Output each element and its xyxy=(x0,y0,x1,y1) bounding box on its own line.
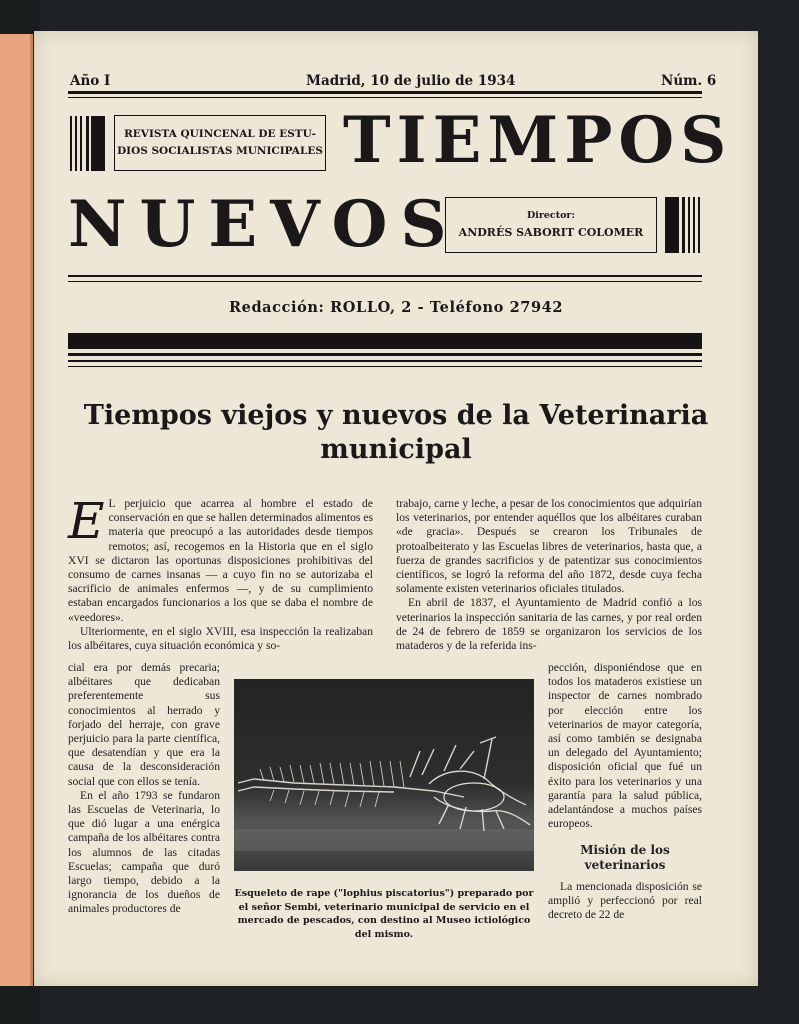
stripe xyxy=(70,116,72,171)
director-name: ANDRÉS SABORIT COLOMER xyxy=(458,226,644,239)
paragraph: Ulteriormente, en el siglo XVIII, esa inspección la realizaban los albéitares, cuya situación económica y so- xyxy=(68,624,373,653)
paragraph: cial era por demás precaria; albéitares que dedicaban preferentemente sus conocimientos al herrado y forjado del herraje, con grave perjuicio para la parte científica, que desatendían y que era la causa de la desconsideración social que con ellos se tenía. xyxy=(68,661,220,788)
fish-skeleton-photo xyxy=(234,679,534,871)
column-1-lower xyxy=(68,661,220,917)
paragraph xyxy=(68,492,373,625)
stripe xyxy=(698,197,700,253)
paragraph: En el año 1793 se fundaron las Escuelas de Veterinaria, lo que dió lugar a una enérgica campaña de los albéitares contra los alumnos de las citadas Escuelas; campaña que duró largo tiempo, debido a la ignorancia de los dueños de animales productores de xyxy=(68,788,220,916)
stripe xyxy=(688,197,690,253)
paragraph: pección, disponiéndose que en todos los mataderos existiese un inspector de carnes nombrado por elección entre los veterinarios de mayor categoría, así como también se designaba un delegado del Ayuntamiento; disposición oficial que fué un éxito para los veterinarios y una garantía para la salud pública, adelantándose a muchos países europeos. xyxy=(548,661,702,831)
stripe xyxy=(75,116,77,171)
editorial-address: Redacción: ROLLO, 2 - Teléfono 27942 xyxy=(228,299,564,316)
column-1-upper xyxy=(68,492,373,653)
paragraph-text: L perjuicio que acarrea al hombre el estado de conservación en que se hallen determinados alimentos es materia que preocupó a las autoridades desde tiempos remotos; así, recogemos en la Historia que en el siglo XVI se dictaron las oportunas disposiciones prohibitivas del consumo de carnes insanas — a cuyo fin no se autorizaba el sacrificio de animales enfermos —, y de su cumplimiento estaban encargados funcionarios a los que se daba el nombre de «veedores». xyxy=(68,497,373,624)
masthead-rule-thin xyxy=(68,281,702,282)
magazine-page xyxy=(34,31,758,986)
stripe xyxy=(91,116,105,171)
tagline-line1: REVISTA QUINCENAL DE ESTU- xyxy=(124,128,316,140)
bar-line xyxy=(68,353,702,356)
year-label: Año I xyxy=(70,73,111,89)
article-title-line1: Tiempos viejos y nuevos de la Veterinaria xyxy=(83,400,709,431)
top-rule-thin xyxy=(68,97,702,98)
bar-line xyxy=(68,360,702,362)
top-rule xyxy=(68,91,702,94)
tagline-line2: DIOS SOCIALISTAS MUNICIPALES xyxy=(117,145,323,157)
masthead-rule xyxy=(68,275,702,277)
heavy-bar xyxy=(68,333,702,349)
article-title xyxy=(34,399,758,467)
masthead-title-word2: NUEVOS xyxy=(68,187,460,262)
paragraph: trabajo, carne y leche, a pesar de los conocimientos que adquirían los veterinarios, por entender aquéllos que los albéitares curaban «de gracia». Después se crearon los Tribunales de protoalbeiterato y las Escuelas libres de veterinarios, hasta que, a fuerza de grandes sacrificios y de patentizar sus conocimientos científicos, se logró la reforma del año 1872, desde cuya fecha solamente existen veterinarios oficiales titulados. xyxy=(396,497,702,596)
stripe xyxy=(665,197,679,253)
fish-skeleton-illustration xyxy=(234,679,534,871)
column-2-lower xyxy=(548,661,702,922)
photo-caption: Esqueleto de rape ("lophius piscatorius") preparado por el señor Sembi, veterinario municipal de servicio en el mercado de pescados, con destino al Museo ictiológico del mismo. xyxy=(234,888,534,940)
tagline-box xyxy=(114,115,326,171)
article-title-line2: municipal xyxy=(320,434,472,465)
director-box xyxy=(445,197,657,253)
paragraph: En abril de 1837, el Ayuntamiento de Madrid confió a los veterinarios la inspección sanitaria de las carnes, y por real orden de 24 de febrero de 1859 se organizaron los servicios de los mataderos y de la referida ins- xyxy=(396,596,702,653)
bar-line xyxy=(68,366,702,367)
drop-cap: E xyxy=(68,492,105,550)
stripe xyxy=(80,116,82,171)
stripe xyxy=(682,197,685,253)
stripe xyxy=(693,197,695,253)
section-subheading: Misión de los veterinarios xyxy=(580,843,670,872)
director-label: Director: xyxy=(527,210,575,221)
stripe xyxy=(86,116,89,171)
binder-tab xyxy=(0,34,33,986)
date-label: Madrid, 10 de julio de 1934 xyxy=(306,73,516,89)
paragraph: La mencionada disposición se amplió y perfeccionó por real decreto de 22 de xyxy=(548,879,702,922)
column-2-upper xyxy=(396,497,702,653)
masthead-title-word1: TIEMPOS xyxy=(343,103,733,178)
issue-number: Núm. 6 xyxy=(661,73,717,89)
